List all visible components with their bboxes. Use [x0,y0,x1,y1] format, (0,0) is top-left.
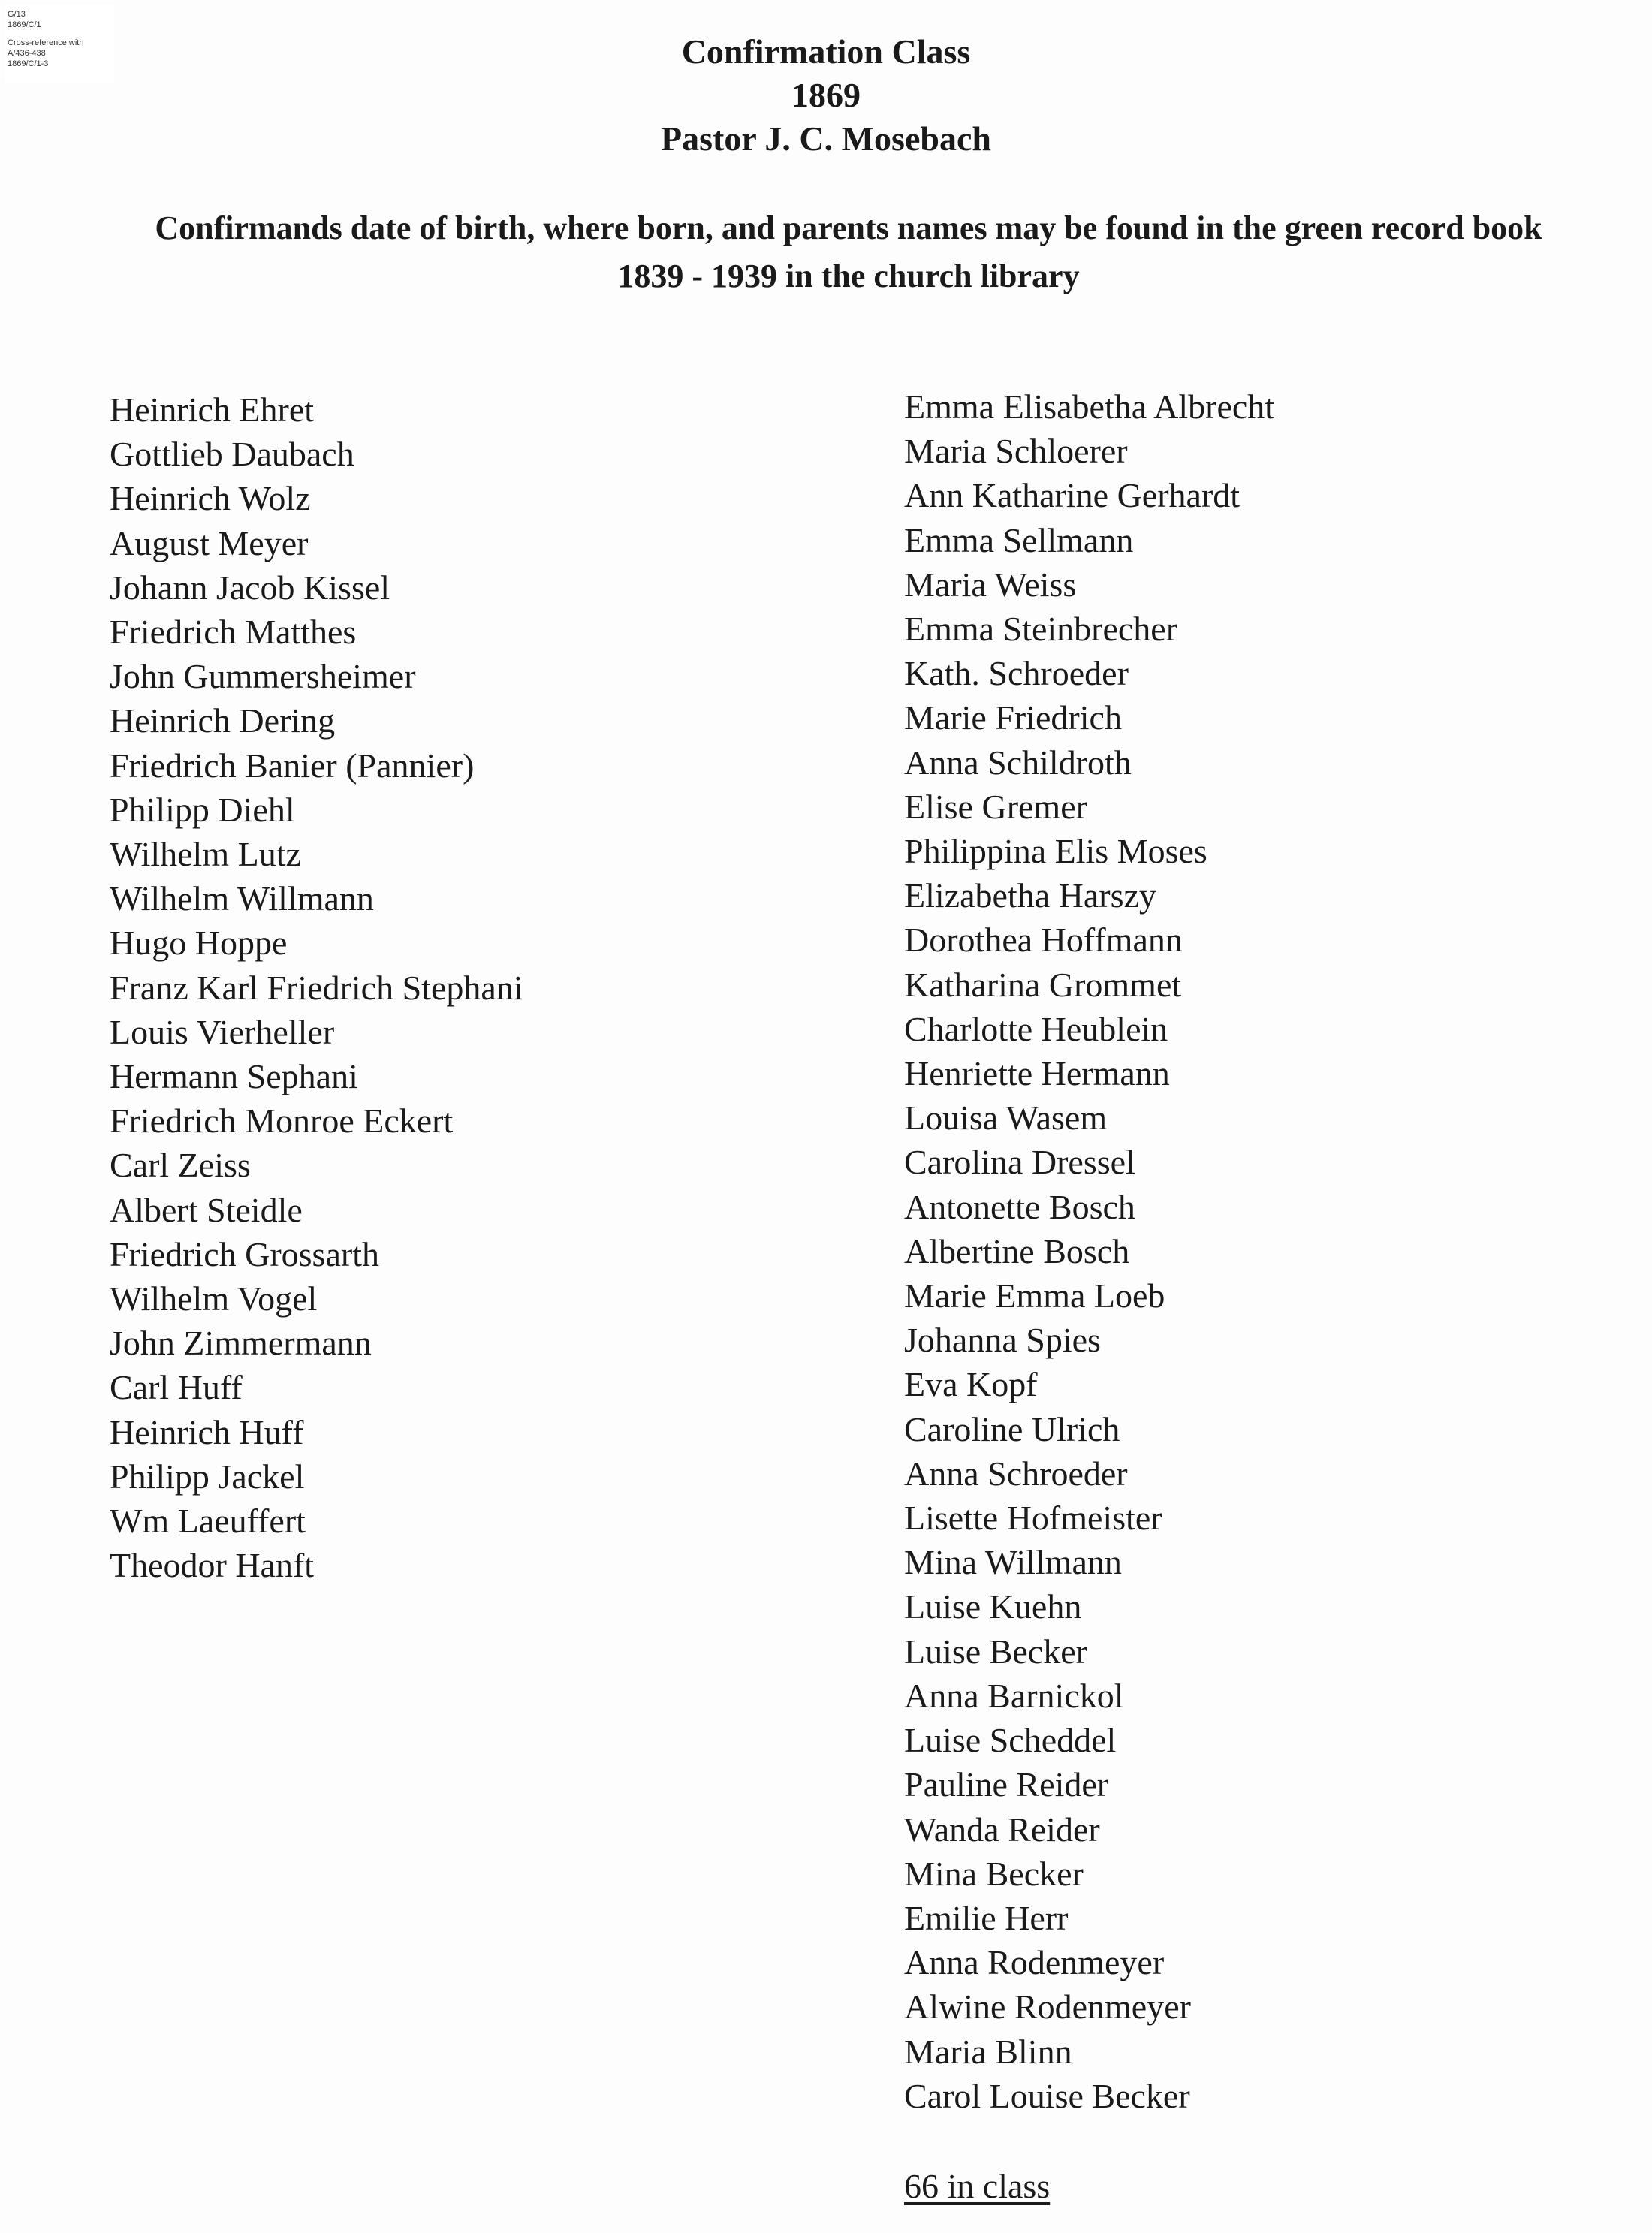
confirmand-name: Ann Katharine Gerhardt [904,476,1241,515]
confirmand-name: Johanna Spies [904,1321,1101,1360]
confirmand-name: Alwine Rodenmeyer [904,1987,1191,2027]
confirmand-name: Maria Schloerer [904,432,1128,471]
document-title: Confirmation Class [681,32,971,71]
pastor-name: Pastor J. C. Mosebach [661,119,991,158]
confirmand-name: Heinrich Wolz [110,479,311,518]
confirmand-name: Johann Jacob Kissel [110,568,390,607]
confirmand-name: Heinrich Ehret [110,390,315,429]
class-total: 66 in class [904,2167,1051,2205]
confirmand-name: Friedrich Monroe Eckert [110,1101,454,1141]
confirmand-name: Carolina Dressel [904,1143,1135,1182]
cross-reference-code: 1869/C/1-3 [8,59,49,68]
confirmand-name: Albertine Bosch [904,1231,1130,1270]
confirmand-name: Philippina Elis Moses [904,832,1207,871]
confirmand-name: Albert Steidle [110,1190,303,1229]
confirmand-name: Mina Willmann [904,1543,1122,1582]
confirmand-name: Emma Sellmann [904,520,1134,559]
confirmand-name: Mina Becker [904,1854,1084,1893]
confirmand-name: Franz Karl Friedrich Stephani [110,968,523,1007]
confirmand-name: August Meyer [110,523,309,562]
confirmand-list-right [904,384,1274,2118]
confirmand-name: Emma Steinbrecher [904,610,1178,649]
confirmand-name: John Zimmermann [110,1324,372,1363]
confirmand-name: Wilhelm Vogel [110,1279,318,1318]
reference-code: 1869/C/1 [8,20,41,29]
confirmand-name: Gottlieb Daubach [110,435,354,474]
confirmand-name: Heinrich Huff [110,1412,304,1451]
confirmand-name: Katharina Grommet [904,965,1182,1004]
confirmand-name: Carl Huff [110,1368,243,1407]
confirmand-name: Marie Emma Loeb [904,1276,1165,1315]
confirmand-name: Friedrich Grossarth [110,1234,379,1273]
confirmand-name: Henriette Hermann [904,1054,1170,1093]
confirmand-name: Heinrich Dering [110,701,336,740]
confirmand-name: Louisa Wasem [904,1098,1108,1138]
confirmand-name: Wanda Reider [904,1810,1100,1849]
confirmand-name: Antonette Bosch [904,1187,1135,1226]
confirmand-name: Elizabetha Harszy [904,876,1156,915]
confirmand-name: Elise Gremer [904,787,1087,826]
confirmand-name: Luise Scheddel [904,1721,1117,1760]
confirmand-name: Philipp Diehl [110,790,295,829]
confirmand-name: Theodor Hanft [110,1546,315,1585]
confirmand-name: Anna Barnickol [904,1676,1124,1715]
confirmand-name: Pauline Reider [904,1765,1109,1804]
confirmand-name: Anna Schildroth [904,743,1132,782]
confirmand-name: Wm Laeuffert [110,1502,306,1541]
confirmand-name: Charlotte Heublein [904,1009,1168,1048]
confirmand-name: Anna Rodenmeyer [904,1943,1165,1982]
confirmand-name: Carl Zeiss [110,1146,251,1185]
confirmand-name: Luise Becker [904,1632,1087,1671]
confirmand-name: Marie Friedrich [904,698,1122,737]
confirmand-name: Luise Kuehn [904,1587,1082,1626]
confirmand-name: Anna Schroeder [904,1454,1128,1493]
confirmand-name: Maria Blinn [904,2032,1072,2071]
confirmand-name: Philipp Jackel [110,1457,305,1496]
confirmand-name: Kath. Schroeder [904,654,1129,693]
confirmand-list-left [110,387,523,1587]
confirmand-name: John Gummersheimer [110,657,416,696]
confirmand-name: Hugo Hoppe [110,924,288,963]
document-header [0,30,1652,161]
cross-reference-code: A/436-438 [8,49,46,58]
confirmand-name: Friedrich Matthes [110,613,357,652]
confirmand-name: Hermann Sephani [110,1057,358,1096]
confirmand-name: Maria Weiss [904,565,1077,604]
confirmand-name: Eva Kopf [904,1365,1038,1404]
confirmand-name: Emilie Herr [904,1898,1069,1937]
confirmand-name: Louis Vierheller [110,1012,335,1051]
confirmand-name: Dorothea Hoffmann [904,921,1183,960]
confirmand-name: Carol Louise Becker [904,2076,1190,2115]
confirmand-name: Wilhelm Lutz [110,835,301,874]
confirmand-name: Emma Elisabetha Albrecht [904,387,1275,426]
document-year: 1869 [791,76,861,114]
confirmand-name: Friedrich Banier (Pannier) [110,746,475,785]
reference-code: G/13 [8,10,26,19]
record-note: Confirmands date of birth, where born, and parents names may be found in the green record book 1839 - 1939 in the church library [155,209,1542,294]
confirmand-name: Caroline Ulrich [904,1409,1120,1448]
confirmand-name: Lisette Hofmeister [904,1499,1162,1538]
confirmand-name: Wilhelm Willmann [110,879,374,918]
cross-reference-label: Cross-reference with [8,38,84,47]
